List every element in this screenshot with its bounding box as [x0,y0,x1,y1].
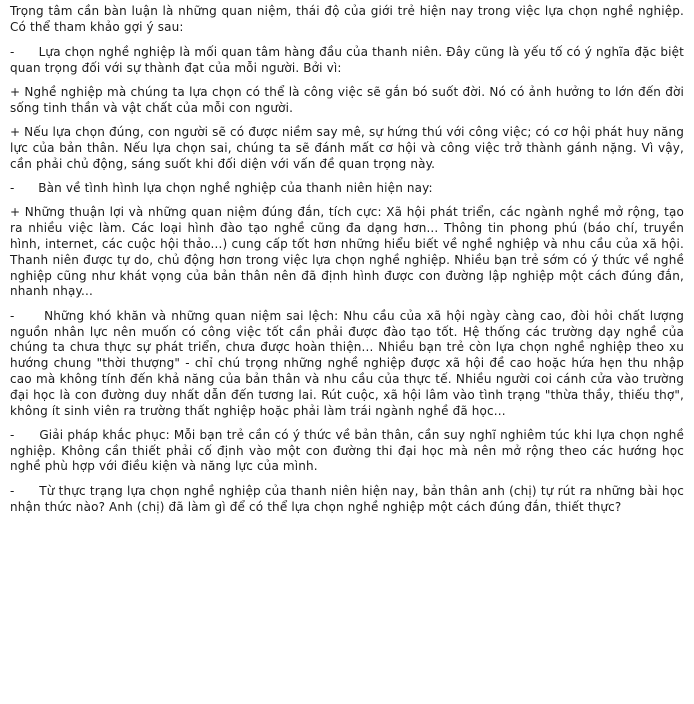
intro-paragraph: Trọng tâm cần bàn luận là những quan niệm, thái độ của giới trẻ hiện nay trong việc lựa chọn nghề nghiệp. Có thể tham khảo gợi ý sau: [10,4,688,34]
reason-lifelong-paragraph: + Nghề nghiệp mà chúng ta lựa chọn có thể là công việc sẽ gắn bó suốt đời. Nó có ảnh hưởng to lớn đến đời sống tinh thần và vật chất của mỗi con người. [10,85,688,115]
point-importance-paragraph: - Lựa chọn nghề nghiệp là mối quan tâm hàng đầu của thanh niên. Đây cũng là yếu tố có ý nghĩa đặc biệt quan trọng đối với sự thành đạt của mỗi người. Bởi vì: [10,45,688,75]
difficulties-paragraph: - Những khó khăn và những quan niệm sai lệch: Nhu cầu của xã hội ngày càng cao, đòi hỏi chất lượng nguồn nhân lực nên muốn có công việc tốt cần phải được đào tạo tốt. Hệ thống các trường dạy nghề của chúng ta chưa thực sự phát triển, chưa được hoàn thiện... Nhiều bạn trẻ còn lựa chọn nghề nghiệp theo xu hướng chung "thời thượng" - chỉ chú trọng những nghề nghiệp được xã hội đề cao hoặc hứa hẹn thu nhập cao mà không tính đến khả năng của bản thân và nhu cầu của thực tế. Nhiều người coi cánh cửa vào trường đại học là con đường duy nhất dẫn đến tương lai. Rút cuộc, xã hội lâm vào tình trạng "thừa thầy, thiếu thợ", không ít sinh viên ra trường thất nghiệp hoặc phải làm trái ngành nghề đã học... [10,308,688,418]
advantages-paragraph: + Những thuận lợi và những quan niệm đúng đắn, tích cực: Xã hội phát triển, các ngành nghề mở rộng, tạo ra nhiều việc làm. Các loại hình đào tạo nghề cũng đa dạng hơn... Thông tin phong phú (báo chí, truyền hình, internet, các cuộc hội thảo...) cung cấp tốt hơn những hiểu biết về nghề nghiệp và nhu cầu của xã hội. Thanh niên được tự do, chủ động hơn trong việc lựa chọn nghề nghiệp. Nhiều bạn trẻ sớm có ý thức về nghề nghiệp cũng như khát vọng của bản thân nên đã định hình được con đường lập nghiệp một cách đúng đắn, nhanh nhạy... [10,205,688,299]
lessons-paragraph: - Từ thực trạng lựa chọn nghề nghiệp của thanh niên hiện nay, bản thân anh (chị) tự rút ra những bài học nhận thức nào? Anh (chị) đã làm gì để có thể lựa chọn nghề nghiệp một cách đúng đắn, thiết thực? [10,483,688,514]
reason-right-choice-paragraph: + Nếu lựa chọn đúng, con người sẽ có được niềm say mê, sự hứng thú với công việc; có cơ hội phát huy năng lực của bản thân. Nếu lựa chọn sai, chúng ta sẽ đánh mất cơ hội và công việc trở thành gánh nặng. Vì vậy, cần phải chủ động, sáng suốt khi đối diện với vấn đề quan trọng này. [10,125,688,171]
solutions-paragraph: - Giải pháp khắc phục: Mỗi bạn trẻ cần có ý thức về bản thân, cần suy nghĩ nghiêm túc khi lựa chọn nghề nghiệp. Không cần thiết phải cố định vào một con đường thi đại học mà nên mở rộng theo các hướng học nghề phù hợp với điều kiện và năng lực của mình. [10,427,688,474]
point-situation-paragraph: - Bàn về tình hình lựa chọn nghề nghiệp của thanh niên hiện nay: [10,181,433,196]
